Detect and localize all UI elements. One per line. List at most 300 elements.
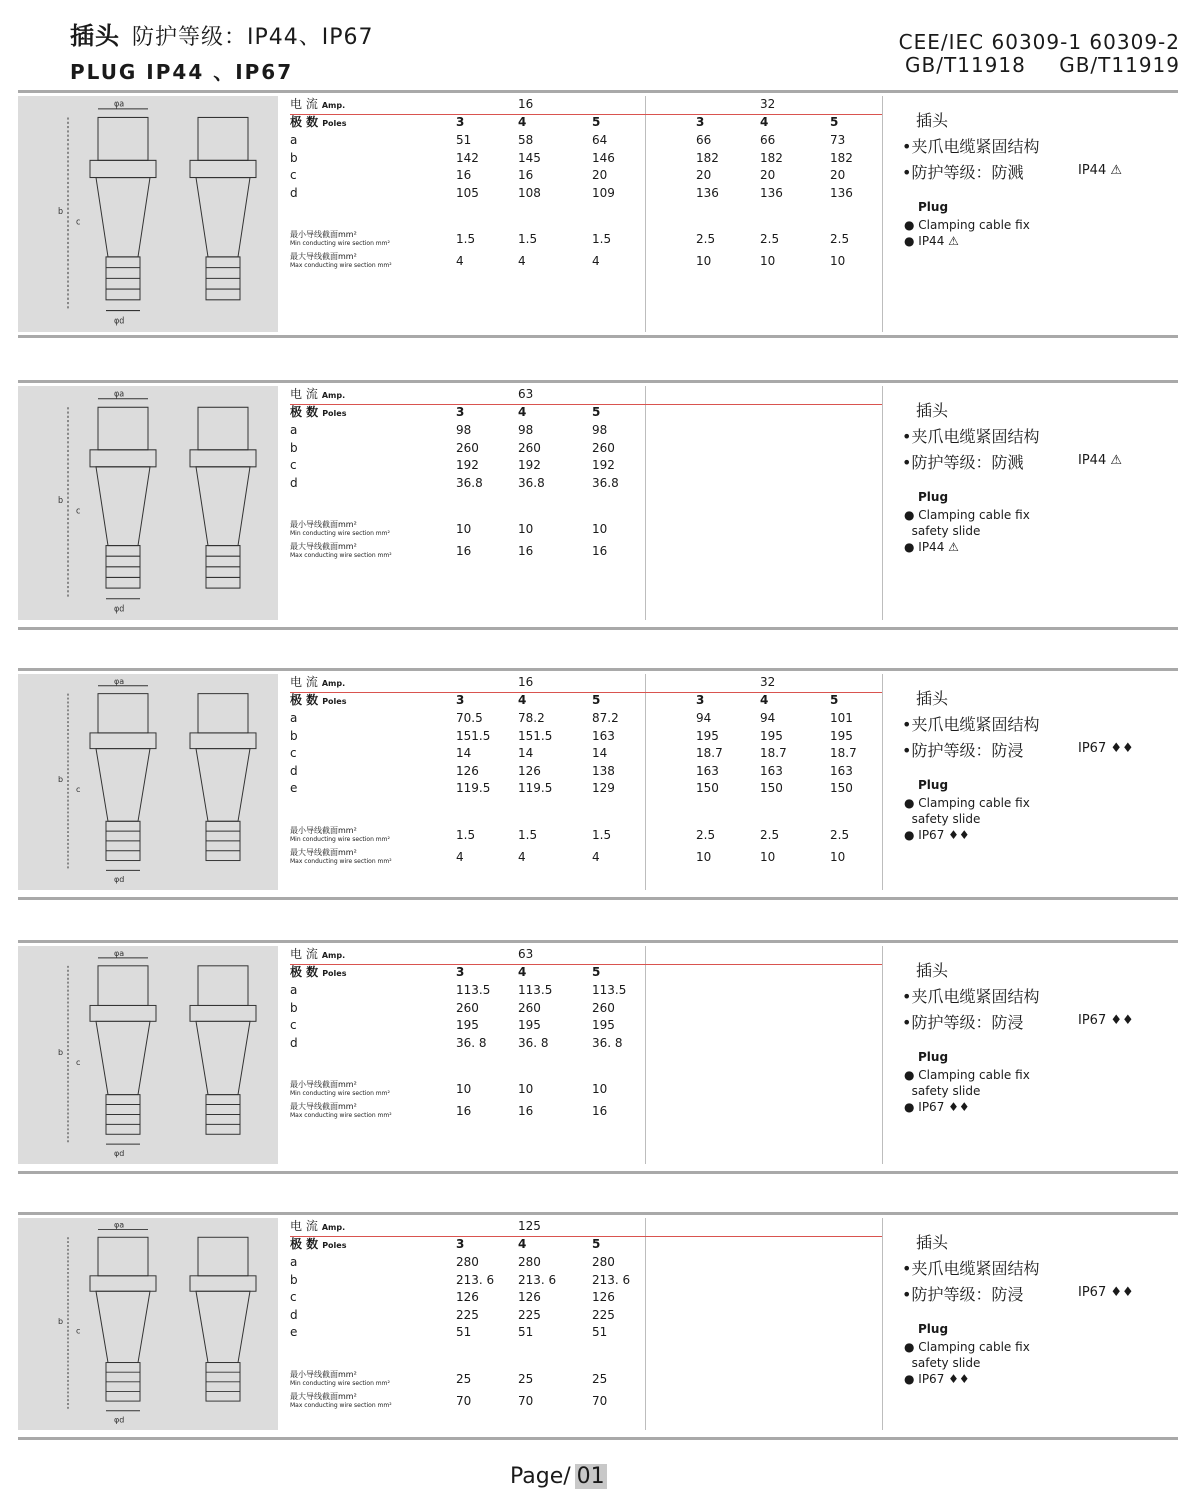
description-line: safety slide (904, 812, 981, 826)
min-wire-label (290, 520, 390, 538)
description-title: 插头 (916, 1233, 949, 1252)
dimension-value: 150 (760, 781, 783, 795)
amp-label-cn: 电 流 (290, 387, 318, 401)
amp-label (290, 386, 345, 404)
svg-text:φa: φa (114, 676, 125, 686)
description-line: ● IP67 ♦♦ (904, 828, 970, 842)
description-line: ● IP67 ♦♦ (904, 1100, 970, 1114)
product-description (898, 1218, 1158, 1430)
min-wire-value: 2.5 (830, 827, 850, 842)
dimension-value: 98 (592, 423, 608, 437)
pole-value: 4 (518, 965, 527, 979)
dimension-key: b (290, 1000, 298, 1015)
min-wire-row (290, 228, 882, 250)
min-wire-value: 1.5 (456, 232, 476, 246)
title-cn: 插头 (70, 22, 120, 50)
max-wire-value: 10 (760, 254, 776, 268)
dimension-value: 36.8 (518, 475, 545, 490)
svg-text:b: b (58, 205, 64, 217)
dimension-key: b (290, 440, 298, 455)
ip-code: IP44 ⚠ (1078, 163, 1123, 178)
min-wire-value: 10 (456, 1082, 472, 1096)
poles-label-cn: 极 数 (290, 115, 319, 129)
dimension-value: 260 (456, 440, 479, 455)
section-top-divider (18, 668, 1178, 671)
dimension-row (290, 780, 882, 796)
min-wire-value: 1.5 (592, 232, 612, 246)
product-section (18, 668, 1178, 900)
dimension-key: d (290, 185, 298, 200)
dimension-value: 14 (518, 746, 534, 760)
section-bottom-divider (18, 627, 1178, 630)
dimension-value: 138 (592, 763, 615, 778)
description-protection: •防护等级：防溅 (902, 163, 1024, 182)
dimension-value: 64 (592, 133, 608, 147)
min-wire-label-cn: 最小导线截面mm² (290, 825, 357, 835)
min-wire-value: 10 (456, 522, 472, 536)
min-wire-value: 10 (518, 522, 534, 536)
dimension-value: 163 (830, 763, 853, 778)
dimension-value: 182 (760, 150, 783, 165)
table-column-separator (882, 1218, 883, 1430)
dimension-value: 78.2 (518, 711, 545, 725)
amp-label-en: Amp. (321, 951, 346, 960)
dimension-value: 18.7 (760, 746, 787, 760)
dimension-value: 101 (830, 711, 853, 725)
dimension-key: d (290, 763, 298, 778)
description-feature: •夹爪电缆紧固结构 (902, 987, 1040, 1006)
dimension-row (290, 1000, 882, 1016)
dimension-key: c (290, 746, 297, 760)
dimension-value: 195 (592, 1018, 615, 1032)
dimension-value: 51 (592, 1325, 608, 1339)
poles-label-en: Poles (322, 1241, 347, 1250)
product-description (898, 386, 1158, 620)
product-section (18, 380, 1178, 630)
poles-label-cn: 极 数 (290, 405, 319, 419)
description-protection: •防护等级：防浸 (902, 741, 1024, 760)
max-wire-row (290, 1390, 882, 1412)
dimension-value: 260 (518, 1000, 541, 1015)
dimension-value: 18.7 (830, 746, 857, 760)
poles-label-en: Poles (322, 409, 347, 418)
dimension-key: a (290, 983, 298, 997)
dimension-row (290, 1272, 882, 1288)
poles-label (290, 964, 346, 982)
poles-label-cn: 极 数 (290, 965, 319, 979)
dimension-key: d (290, 1035, 298, 1050)
dimension-value: 66 (696, 133, 712, 147)
amp-label-en: Amp. (321, 101, 346, 110)
max-wire-label-en: Max conducting wire section mm² (290, 262, 392, 269)
min-wire-label-cn: 最小导线截面mm² (290, 1369, 357, 1379)
dimension-value: 108 (518, 185, 541, 200)
min-wire-value: 2.5 (760, 827, 780, 842)
dimension-value: 225 (592, 1307, 615, 1322)
min-wire-label (290, 1080, 390, 1098)
dimension-row (290, 167, 882, 183)
plug-drawing (18, 386, 278, 620)
ip-code: IP67 ♦♦ (1078, 741, 1134, 756)
dimension-row (290, 150, 882, 166)
dimension-value: 70.5 (456, 711, 483, 725)
max-wire-value: 70 (456, 1393, 472, 1408)
table-column-separator (882, 946, 883, 1164)
dimension-row (290, 728, 882, 744)
dimension-key: a (290, 711, 298, 725)
plug-label: Plug (918, 200, 949, 214)
description-line: ● IP44 ⚠ (904, 234, 959, 248)
dimension-value: 126 (518, 1290, 541, 1304)
ip-code: IP67 ♦♦ (1078, 1285, 1134, 1300)
dimension-row (290, 132, 882, 148)
dimension-value: 213. 6 (518, 1272, 557, 1287)
dimension-value: 14 (456, 746, 472, 760)
dimension-value: 192 (456, 458, 479, 472)
dimension-key: b (290, 1272, 298, 1287)
dimension-value: 16 (456, 168, 472, 182)
dimension-value: 129 (592, 781, 615, 795)
dimension-value: 36. 8 (592, 1035, 623, 1050)
dimension-value: 163 (760, 763, 783, 778)
poles-label-en: Poles (322, 119, 347, 128)
min-wire-value: 25 (592, 1371, 608, 1386)
table-column-separator (882, 386, 883, 620)
section-bottom-divider (18, 1171, 1178, 1174)
dimension-row (290, 1017, 882, 1033)
spec-table (290, 96, 882, 332)
amp-label (290, 96, 345, 114)
amp-label-en: Amp. (321, 391, 346, 400)
max-wire-value: 10 (696, 254, 712, 268)
dimension-value: 182 (830, 150, 853, 165)
plug-drawing (18, 674, 278, 890)
svg-text:b: b (57, 1048, 64, 1057)
dimension-key: d (290, 1307, 298, 1322)
pole-value: 5 (830, 693, 839, 707)
amp-label-cn: 电 流 (290, 947, 318, 961)
pole-value: 3 (696, 115, 705, 129)
dimension-value: 260 (592, 1000, 615, 1015)
min-wire-label-cn: 最小导线截面mm² (290, 520, 357, 529)
standard-line-1: CEE/IEC 60309-1 60309-2 (898, 30, 1180, 54)
dimension-value: 87.2 (592, 711, 619, 725)
pole-value: 4 (518, 405, 527, 419)
max-wire-row (290, 1100, 882, 1122)
dimension-value: 145 (518, 150, 541, 165)
description-title: 插头 (916, 961, 949, 980)
poles-label-en: Poles (322, 697, 347, 706)
min-wire-value: 1.5 (456, 827, 476, 842)
pole-value: 4 (760, 693, 769, 707)
dimension-value: 213. 6 (456, 1272, 495, 1287)
pole-value: 3 (456, 115, 465, 129)
dimension-value: 280 (456, 1255, 479, 1269)
pole-value: 5 (830, 115, 839, 129)
dimension-value: 16 (518, 168, 534, 182)
dimension-value: 126 (518, 763, 541, 778)
plug-label: Plug (918, 1050, 949, 1064)
dimension-value: 225 (518, 1307, 541, 1322)
max-wire-label-en: Max conducting wire section mm² (290, 552, 392, 559)
dimension-value: 20 (830, 168, 846, 182)
dimension-key: c (290, 1018, 297, 1032)
poles-label-en: Poles (322, 969, 347, 978)
dimension-value: 192 (592, 458, 615, 472)
dimension-key: b (290, 150, 298, 165)
dimension-value: 142 (456, 150, 479, 165)
description-protection: •防护等级：防浸 (902, 1013, 1024, 1032)
dimension-value: 260 (456, 1000, 479, 1015)
svg-text:φd: φd (114, 603, 125, 614)
dimension-key: e (290, 781, 298, 795)
min-wire-label (290, 826, 390, 844)
description-line: ● Clamping cable fix (904, 508, 1030, 522)
pole-value: 3 (696, 693, 705, 707)
min-wire-row (290, 1078, 882, 1100)
dimension-value: 58 (518, 133, 534, 147)
max-wire-value: 10 (760, 849, 776, 864)
dimension-value: 195 (696, 728, 719, 743)
dimension-value: 146 (592, 150, 615, 165)
poles-row (290, 964, 882, 980)
pole-value: 5 (592, 1237, 601, 1251)
dimension-value: 20 (760, 168, 776, 182)
max-wire-label-en: Max conducting wire section mm² (290, 1401, 392, 1409)
pole-value: 4 (518, 693, 527, 707)
max-wire-label (290, 252, 392, 270)
dimension-value: 150 (830, 781, 853, 795)
dimension-row (290, 1289, 882, 1305)
section-top-divider (18, 1212, 1178, 1215)
dimension-value: 136 (830, 185, 853, 200)
svg-text:φd: φd (114, 1415, 125, 1425)
poles-label-cn: 极 数 (290, 1237, 319, 1251)
pole-value: 5 (592, 693, 601, 707)
description-protection: •防护等级：防浸 (902, 1285, 1024, 1304)
dimension-value: 36. 8 (518, 1035, 549, 1050)
dimension-row (290, 1324, 882, 1340)
max-wire-value: 16 (456, 1104, 472, 1118)
plug-dimension-drawing (18, 96, 278, 332)
plug-dimension-drawing (18, 1218, 278, 1430)
min-wire-label-cn: 最小导线截面mm² (290, 1080, 357, 1089)
max-wire-label (290, 1102, 392, 1120)
dimension-row (290, 475, 882, 491)
spec-table (290, 386, 882, 620)
dimension-value: 18.7 (696, 746, 723, 760)
section-top-divider (18, 380, 1178, 383)
poles-label-cn: 极 数 (290, 693, 319, 707)
dimension-value: 280 (592, 1255, 615, 1269)
standard-line-2: GB/T11918 GB/T11919 (905, 53, 1180, 77)
plug-label: Plug (918, 1322, 949, 1336)
description-line: ● Clamping cable fix (904, 1340, 1030, 1354)
description-feature: •夹爪电缆紧固结构 (902, 1259, 1040, 1278)
product-description (898, 674, 1158, 890)
svg-text:φd: φd (114, 875, 125, 885)
amp-label-cn: 电 流 (290, 675, 318, 689)
description-line: safety slide (904, 1084, 981, 1098)
max-wire-value: 16 (518, 1104, 534, 1118)
dimension-value: 260 (518, 440, 541, 455)
plug-drawing (18, 1218, 278, 1430)
min-wire-row (290, 824, 882, 846)
amp-value: 32 (760, 675, 776, 689)
dimension-value: 136 (760, 185, 783, 200)
max-wire-value: 16 (592, 1104, 608, 1118)
dimension-key: c (290, 1290, 297, 1304)
min-wire-value: 2.5 (830, 232, 850, 246)
page-number: 01 (576, 1464, 605, 1489)
dimension-value: 36.8 (456, 475, 483, 490)
dimension-key: c (290, 168, 297, 182)
plug-dimension-drawing (18, 674, 278, 890)
plug-dimension-drawing (18, 386, 278, 620)
product-section (18, 1212, 1178, 1440)
dimension-value: 94 (760, 711, 776, 725)
dimension-value: 260 (592, 440, 615, 455)
pole-value: 3 (456, 693, 465, 707)
svg-text:φa: φa (114, 948, 125, 958)
pole-value: 4 (518, 1237, 527, 1251)
dimension-key: d (290, 475, 298, 490)
max-wire-value: 4 (518, 254, 526, 268)
description-line: safety slide (904, 524, 981, 538)
max-wire-value: 4 (592, 254, 600, 268)
poles-label (290, 692, 346, 710)
dimension-value: 136 (696, 185, 719, 200)
max-wire-row (290, 250, 882, 272)
max-wire-value: 10 (696, 849, 712, 864)
dimension-value: 213. 6 (592, 1272, 631, 1287)
max-wire-label-en: Max conducting wire section mm² (290, 1112, 392, 1119)
min-wire-value: 10 (592, 1082, 608, 1096)
spec-table (290, 674, 882, 890)
dimension-row (290, 1035, 882, 1051)
table-column-separator (882, 674, 883, 890)
max-wire-value: 70 (592, 1393, 608, 1408)
ip-code: IP67 ♦♦ (1078, 1013, 1134, 1028)
section-bottom-divider (18, 1437, 1178, 1440)
spec-table (290, 1218, 882, 1430)
plug-drawing (18, 96, 278, 332)
dimension-value: 225 (456, 1307, 479, 1322)
min-wire-value: 2.5 (760, 232, 780, 246)
dimension-value: 94 (696, 711, 712, 725)
dimension-row (290, 982, 882, 998)
max-wire-value: 4 (592, 849, 600, 864)
max-wire-value: 10 (830, 254, 846, 268)
dimension-row (290, 422, 882, 438)
min-wire-value: 10 (518, 1082, 534, 1096)
svg-text:b: b (58, 1317, 64, 1326)
svg-text:b: b (58, 775, 64, 784)
svg-text:φd: φd (114, 315, 125, 326)
header-title-cn (70, 16, 374, 51)
dimension-value: 105 (456, 185, 479, 200)
poles-row (290, 692, 882, 708)
description-title: 插头 (916, 689, 949, 708)
max-wire-value: 4 (456, 254, 464, 268)
svg-text:c: c (76, 784, 81, 794)
max-wire-row (290, 540, 882, 562)
dimension-value: 195 (830, 728, 853, 743)
amp-value: 16 (518, 97, 534, 111)
section-top-divider (18, 940, 1178, 943)
max-wire-label-cn: 最大导线截面mm² (290, 1102, 357, 1111)
svg-text:φa: φa (114, 1220, 125, 1230)
max-wire-value: 4 (456, 849, 464, 864)
amp-label-cn: 电 流 (290, 1219, 318, 1233)
amp-row (290, 386, 882, 402)
dimension-value: 113.5 (456, 983, 491, 997)
max-wire-label-cn: 最大导线截面mm² (290, 542, 357, 551)
description-line: ● IP44 ⚠ (904, 540, 959, 554)
description-line: safety slide (904, 1356, 981, 1370)
amp-label-cn: 电 流 (290, 97, 318, 111)
description-protection: •防护等级：防溅 (902, 453, 1024, 472)
dimension-value: 66 (760, 133, 776, 147)
poles-row (290, 114, 882, 130)
amp-label-en: Amp. (321, 679, 346, 688)
dimension-value: 126 (456, 763, 479, 778)
dimension-row (290, 185, 882, 201)
product-section (18, 940, 1178, 1174)
min-wire-value: 1.5 (518, 232, 538, 246)
dimension-value: 163 (696, 763, 719, 778)
svg-text:c: c (76, 505, 81, 516)
min-wire-value: 1.5 (518, 827, 538, 842)
dimension-value: 98 (518, 423, 534, 437)
description-feature: •夹爪电缆紧固结构 (902, 427, 1040, 446)
spec-table (290, 946, 882, 1164)
min-wire-value: 1.5 (592, 827, 612, 842)
min-wire-label-cn: 最小导线截面mm² (290, 230, 357, 239)
description-feature: •夹爪电缆紧固结构 (902, 715, 1040, 734)
min-wire-label-en: Min conducting wire section mm² (290, 240, 390, 247)
min-wire-label (290, 1370, 390, 1388)
dimension-value: 119.5 (518, 781, 553, 795)
amp-label (290, 1218, 345, 1236)
dimension-value: 51 (456, 133, 472, 147)
max-wire-value: 70 (518, 1393, 534, 1408)
dimension-key: b (290, 728, 298, 743)
subtitle-cn: 防护等级：IP44、IP67 (132, 25, 374, 50)
poles-label (290, 404, 346, 422)
dimension-value: 150 (696, 781, 719, 795)
max-wire-label (290, 848, 392, 866)
product-section (18, 90, 1178, 338)
max-wire-label-cn: 最大导线截面mm² (290, 252, 357, 261)
max-wire-row (290, 846, 882, 868)
max-wire-value: 16 (518, 544, 534, 558)
dimension-value: 51 (456, 1325, 472, 1339)
dimension-value: 119.5 (456, 781, 491, 795)
dimension-value: 51 (518, 1325, 534, 1339)
svg-text:φa: φa (114, 98, 125, 109)
max-wire-label-cn: 最大导线截面mm² (290, 1391, 357, 1401)
amp-value: 63 (518, 387, 534, 401)
max-wire-value: 16 (456, 544, 472, 558)
section-top-divider (18, 90, 1178, 93)
description-title: 插头 (916, 401, 949, 420)
poles-label (290, 1236, 346, 1254)
dimension-value: 113.5 (592, 983, 627, 997)
dimension-value: 195 (760, 728, 783, 743)
page-footer (510, 1464, 607, 1489)
dimension-key: a (290, 133, 298, 147)
